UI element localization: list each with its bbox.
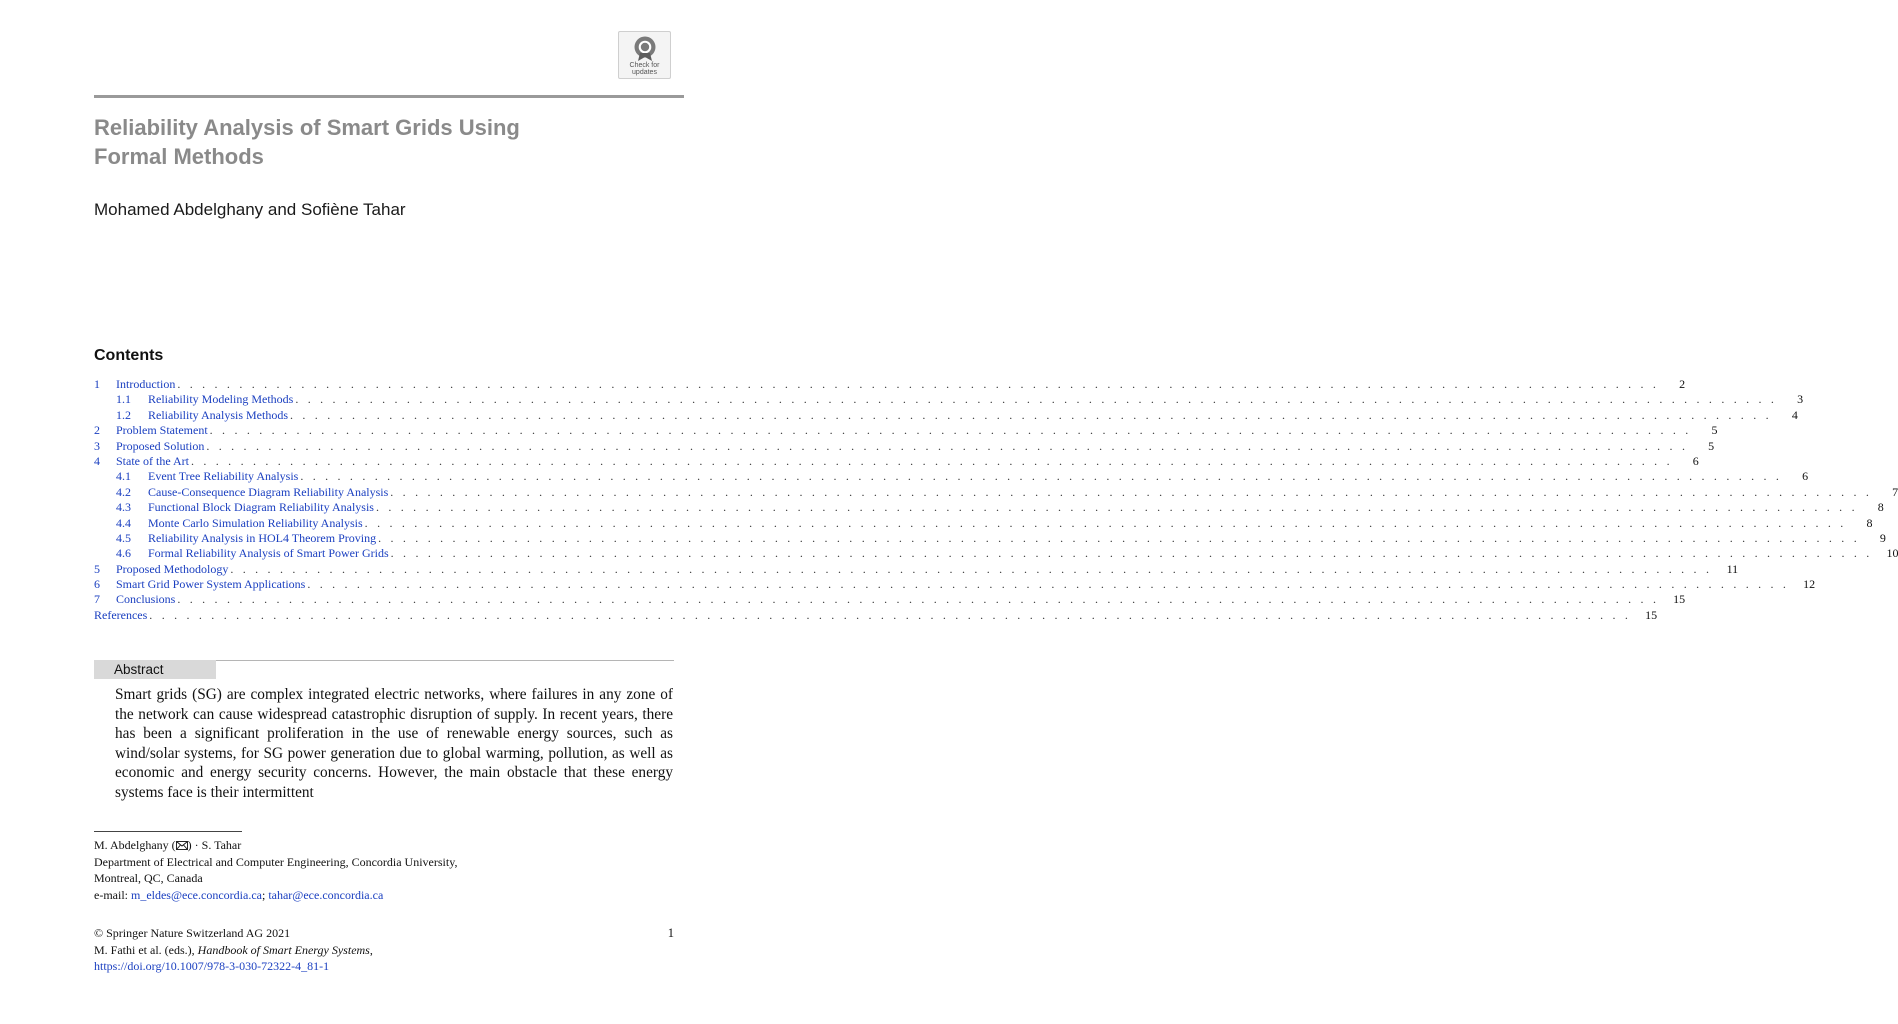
toc-entry-label[interactable]: Cause-Consequence Diagram Reliability Analysis	[148, 484, 389, 499]
citation	[94, 942, 674, 959]
footnote-rule	[94, 831, 242, 832]
toc-entry-label[interactable]: Formal Reliability Analysis of Smart Power Grids	[148, 546, 389, 561]
footnote-authors-prefix: M. Abdelghany (	[94, 838, 176, 852]
title-line-2: Formal Methods	[94, 144, 264, 169]
toc-leader-dots: . . . . . . . . . . . . . . . . . . . . . . . . . . . . . . . . . . . . . . . . . . . . . . . . . . . . . . . . . . . . . . . . . . . . . . . . . . . . . . . . . . . . . . . . . . . . . . . . . . . . . . . . . . . . . . . . . . . . . . . .	[177, 592, 1660, 607]
toc-entry-number: 4	[94, 453, 100, 468]
toc-entry-number: 4.5	[116, 530, 131, 545]
toc-leader-dots: . . . . . . . . . . . . . . . . . . . . . . . . . . . . . . . . . . . . . . . . . . . . . . . . . . . . . . . . . . . . . . . . . . . . . . . . . . . . . . . . . . . . . . . . . . . . . . . . . . . . . . . . . . . . . . . . . . . . . . . .	[149, 607, 1632, 622]
toc-leader-dots: . . . . . . . . . . . . . . . . . . . . . . . . . . . . . . . . . . . . . . . . . . . . . . . . . . . . . . . . . . . . . . . . . . . . . . . . . . . . . . . . . . . . . . . . . . . . . . . . . . . . . . . . . . . . . . . . . . . . . . . .	[378, 530, 1860, 545]
toc-leader-dots: . . . . . . . . . . . . . . . . . . . . . . . . . . . . . . . . . . . . . . . . . . . . . . . . . . . . . . . . . . . . . . . . . . . . . . . . . . . . . . . . . . . . . . . . . . . . . . . . . . . . . . . . . . . . . . . . . . . . . . . .	[290, 407, 1772, 422]
toc-entry[interactable]	[94, 469, 1809, 484]
check-for-updates-icon	[633, 35, 657, 61]
toc-entry[interactable]	[94, 577, 1816, 592]
footnote-authors	[94, 837, 654, 854]
email-link-abdelghany[interactable]: m_eldes@ece.concordia.ca	[130, 887, 262, 902]
title-line-1: Reliability Analysis of Smart Grids Using	[94, 115, 520, 140]
toc-leader-dots: . . . . . . . . . . . . . . . . . . . . . . . . . . . . . . . . . . . . . . . . . . . . . . . . . . . . . . . . . . . . . . . . . . . . . . . . . . . . . . . . . . . . . . . . . . . . . . . . . . . . . . . . . . . . . . . . . . . . . . . .	[190, 453, 1673, 468]
toc-entry-label[interactable]: Functional Block Diagram Reliability Analysis	[148, 500, 374, 515]
abstract-text: Smart grids (SG) are complex integrated electric networks, where failures in any zone of the network can cause widespread catastrophic disruption of supply. In recent years, there has been a significant proliferation in the use of renewable energy sources, such as wind/solar systems, for SG power generation due to global warming, pollution, as well as economic and energy security concerns. However, the main obstacle that these energy systems face is their intermittent	[115, 686, 673, 801]
toc-entry-page: 15	[1645, 607, 1658, 622]
toc-entry-page: 10	[1886, 546, 1898, 561]
chapter-title	[94, 113, 684, 171]
toc-entry-number: 4.6	[116, 546, 131, 561]
toc-entry[interactable]	[94, 407, 1798, 423]
authors: Mohamed Abdelghany and Sofiène Tahar	[94, 200, 406, 219]
toc-entry-number: 5	[94, 561, 100, 576]
toc-entry-page: 8	[1866, 515, 1873, 530]
toc-leader-dots: . . . . . . . . . . . . . . . . . . . . . . . . . . . . . . . . . . . . . . . . . . . . . . . . . . . . . . . . . . . . . . . . . . . . . . . . . . . . . . . . . . . . . . . . . . . . . . . . . . . . . . . . . . . . . . . . . . . . . . . .	[206, 438, 1689, 453]
citation-book: Handbook of Smart Energy Systems	[197, 942, 370, 957]
envelope-icon[interactable]	[176, 841, 188, 850]
toc-entry-label[interactable]: Reliability Analysis Methods	[148, 407, 288, 422]
toc-entry-label[interactable]: Smart Grid Power System Applications	[116, 577, 306, 592]
toc-entry-label[interactable]: Proposed Methodology	[116, 561, 229, 576]
toc-entry-number: 2	[94, 423, 100, 438]
toc-entry-label[interactable]: Proposed Solution	[116, 438, 205, 453]
badge-line-1: Check for	[629, 62, 660, 69]
contents-heading: Contents	[94, 347, 164, 364]
toc-entry[interactable]	[94, 607, 1658, 623]
toc-entry[interactable]	[94, 438, 1715, 454]
toc-entry-number: 4.2	[116, 484, 131, 499]
toc-entry-number: 1	[94, 377, 100, 391]
footnote-email	[94, 887, 654, 904]
toc-entry-page: 9	[1879, 530, 1886, 545]
doi-link[interactable]: https://doi.org/10.1007/978-3-030-72322-4_81-1	[94, 959, 330, 973]
toc-entry-page: 4	[1791, 407, 1798, 422]
toc-entry-number: 7	[94, 592, 100, 607]
toc-entry[interactable]	[94, 546, 1898, 561]
toc-entry[interactable]	[94, 484, 1898, 500]
toc-entry[interactable]	[94, 500, 1884, 515]
toc-entry[interactable]	[94, 453, 1699, 469]
toc-entry-number: 4.3	[116, 500, 131, 515]
toc-entry-page: 5	[1711, 423, 1718, 438]
email-separator: ;	[261, 887, 269, 902]
toc-leader-dots: . . . . . . . . . . . . . . . . . . . . . . . . . . . . . . . . . . . . . . . . . . . . . . . . . . . . . . . . . . . . . . . . . . . . . . . . . . . . . . . . . . . . . . . . . . . . . . . . . . . . . . . . . . . . . . . . . . . . . . . .	[364, 515, 1847, 530]
toc-entry-label[interactable]: Conclusions	[116, 592, 176, 607]
email-label: e-mail:	[94, 887, 131, 902]
toc-entry-number: 3	[94, 438, 100, 453]
toc-entry-label[interactable]: References	[94, 607, 148, 622]
toc-entry-number: 4.1	[116, 469, 131, 484]
toc-leader-dots: . . . . . . . . . . . . . . . . . . . . . . . . . . . . . . . . . . . . . . . . . . . . . . . . . . . . . . . . . . . . . . . . . . . . . . . . . . . . . . . . . . . . . . . . . . . . . . . . . . . . . . . . . . . . . . . . . . . . . . . .	[177, 377, 1660, 391]
author-footnote	[94, 837, 654, 903]
footnote-department: Department of Electrical and Computer Engineering, Concordia University,	[94, 854, 458, 869]
toc-entry[interactable]	[94, 392, 1804, 407]
toc-entry-page: 15	[1673, 592, 1686, 607]
footnote-location: Montreal, QC, Canada	[94, 871, 203, 885]
table-of-contents	[94, 377, 1898, 623]
toc-leader-dots: . . . . . . . . . . . . . . . . . . . . . . . . . . . . . . . . . . . . . . . . . . . . . . . . . . . . . . . . . . . . . . . . . . . . . . . . . . . . . . . . . . . . . . . . . . . . . . . . . . . . . . . . . . . . . . . . . . . . . . . .	[390, 546, 1873, 561]
toc-leader-dots: . . . . . . . . . . . . . . . . . . . . . . . . . . . . . . . . . . . . . . . . . . . . . . . . . . . . . . . . . . . . . . . . . . . . . . . . . . . . . . . . . . . . . . . . . . . . . . . . . . . . . . . . . . . . . . . . . . . . . . . .	[300, 469, 1783, 484]
toc-entry-label[interactable]: Introduction	[116, 377, 176, 391]
toc-entry-label[interactable]: Problem Statement	[116, 423, 208, 438]
toc-entry-number: 4.4	[116, 515, 131, 530]
toc-entry-page: 7	[1892, 484, 1898, 499]
toc-entry[interactable]	[94, 423, 1718, 438]
toc-entry[interactable]	[94, 592, 1686, 607]
toc-entry[interactable]	[94, 515, 1873, 531]
toc-entry-page: 5	[1708, 438, 1715, 453]
badge-line-2: updates	[632, 69, 657, 76]
toc-entry-label[interactable]: Reliability Modeling Methods	[148, 392, 294, 407]
toc-leader-dots: . . . . . . . . . . . . . . . . . . . . . . . . . . . . . . . . . . . . . . . . . . . . . . . . . . . . . . . . . . . . . . . . . . . . . . . . . . . . . . . . . . . . . . . . . . . . . . . . . . . . . . . . . . . . . . . . . . . . . . . .	[295, 392, 1778, 407]
copyright: © Springer Nature Switzerland AG 2021	[94, 926, 291, 940]
citation-suffix: ,	[369, 942, 373, 957]
toc-entry-page: 12	[1803, 577, 1816, 592]
toc-entry-page: 8	[1877, 500, 1884, 515]
toc-entry-number: 1.1	[116, 392, 131, 407]
publication-info	[94, 925, 674, 975]
toc-entry-label[interactable]: Reliability Analysis in HOL4 Theorem Proving	[148, 530, 377, 545]
toc-entry-page: 6	[1802, 469, 1809, 484]
toc-entry[interactable]	[94, 530, 1886, 546]
toc-entry-label[interactable]: State of the Art	[116, 453, 189, 468]
toc-leader-dots: . . . . . . . . . . . . . . . . . . . . . . . . . . . . . . . . . . . . . . . . . . . . . . . . . . . . . . . . . . . . . . . . . . . . . . . . . . . . . . . . . . . . . . . . . . . . . . . . . . . . . . . . . . . . . . . . . . . . . . . .	[390, 484, 1873, 499]
citation-prefix: M. Fathi et al. (eds.),	[94, 942, 198, 957]
toc-leader-dots: . . . . . . . . . . . . . . . . . . . . . . . . . . . . . . . . . . . . . . . . . . . . . . . . . . . . . . . . . . . . . . . . . . . . . . . . . . . . . . . . . . . . . . . . . . . . . . . . . . . . . . . . . . . . . . . . . . . . . . . .	[307, 577, 1790, 592]
title-top-rule	[94, 95, 684, 98]
check-for-updates-badge[interactable]	[618, 31, 671, 79]
toc-entry-number: 1.2	[116, 407, 131, 422]
email-link-tahar[interactable]: tahar@ece.concordia.ca	[268, 887, 384, 902]
badge-label	[619, 62, 670, 76]
toc-entry[interactable]	[94, 377, 1686, 392]
toc-entry[interactable]	[94, 561, 1739, 577]
toc-entry-page: 3	[1797, 392, 1804, 407]
toc-entry-page: 11	[1726, 561, 1739, 576]
toc-entry-page: 6	[1692, 453, 1699, 468]
abstract-heading: Abstract	[94, 660, 216, 679]
page-number: 1	[667, 926, 674, 940]
toc-leader-dots: . . . . . . . . . . . . . . . . . . . . . . . . . . . . . . . . . . . . . . . . . . . . . . . . . . . . . . . . . . . . . . . . . . . . . . . . . . . . . . . . . . . . . . . . . . . . . . . . . . . . . . . . . . . . . . . . . . . . . . . .	[209, 423, 1692, 438]
toc-entry-label[interactable]: Monte Carlo Simulation Reliability Analysis	[148, 515, 363, 530]
toc-leader-dots: . . . . . . . . . . . . . . . . . . . . . . . . . . . . . . . . . . . . . . . . . . . . . . . . . . . . . . . . . . . . . . . . . . . . . . . . . . . . . . . . . . . . . . . . . . . . . . . . . . . . . . . . . . . . . . . . . . . . . . . .	[375, 500, 1858, 515]
toc-entry-number: 6	[94, 577, 100, 592]
toc-entry-label[interactable]: Event Tree Reliability Analysis	[148, 469, 299, 484]
toc-entry-page: 2	[1679, 377, 1686, 391]
footnote-authors-suffix: ) · S. Tahar	[187, 838, 242, 852]
toc-leader-dots: . . . . . . . . . . . . . . . . . . . . . . . . . . . . . . . . . . . . . . . . . . . . . . . . . . . . . . . . . . . . . . . . . . . . . . . . . . . . . . . . . . . . . . . . . . . . . . . . . . . . . . . . . . . . . . . . . . . . . . . .	[230, 561, 1713, 576]
